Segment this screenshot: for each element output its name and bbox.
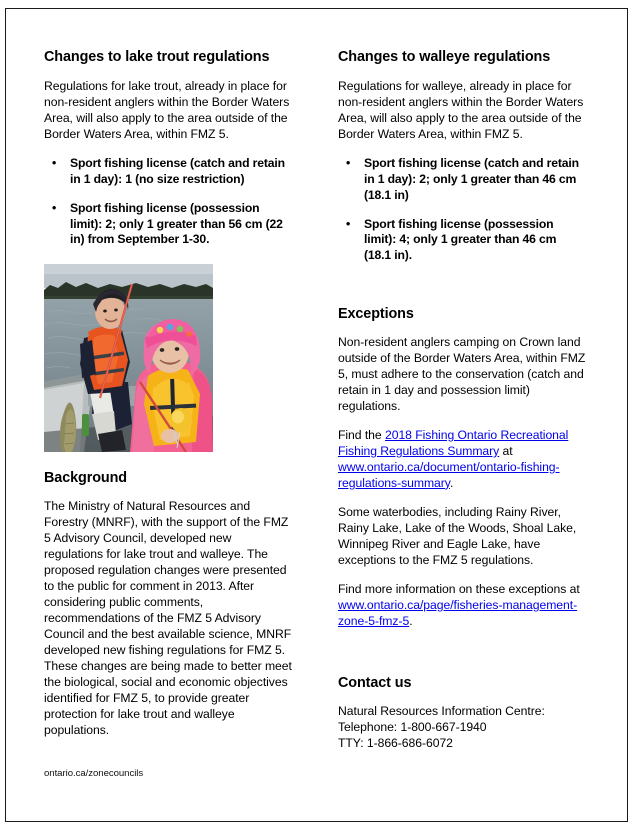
find-the-middle: at	[499, 443, 513, 458]
children-fishing-photo	[44, 264, 213, 452]
contact-tty: TTY: 1-866-686-6072	[338, 735, 453, 750]
list-item-label: Sport fishing license (possession limit): 4; only 1 greater than 46 cm (18.1 in).	[364, 216, 557, 263]
bullet-icon: •	[346, 216, 351, 231]
background-paragraph: The Ministry of Natural Resources and Forestry (MNRF), with the support of the FMZ 5 Advisory Council, developed new regulations for lake trout and walleye. The proposed regulation changes were presented to the public for comment in 2013. After considering public comments, recommendations of the FMZ 5 Advisory Council and the best available science, MNRF developed new fishing regulations for FMZ 5. These changes are being made to better meet the biological, social and economic objectives identified for FMZ 5, to provide greater protection for lake trout and walleye populations.	[44, 499, 292, 737]
page-content	[6, 9, 627, 821]
find-the-suffix: .	[449, 475, 454, 490]
walleye-heading: Changes to walleye regulations	[338, 49, 551, 65]
fmz5-page-link[interactable]: www.ontario.ca/page/fisheries-management-zone-5-fmz-5	[338, 597, 578, 628]
find-the-prefix: Find the	[338, 427, 385, 442]
list-item-label: Sport fishing license (catch and retain in 1 day): 2; only 1 greater than 46 cm (18.1 in)	[364, 155, 579, 202]
bullet-icon: •	[52, 155, 57, 170]
document-page	[5, 8, 628, 822]
exceptions-paragraph-two: Some waterbodies, including Rainy River, Rainy Lake, Lake of the Woods, Shoal Lake, Winnipeg River and Eagle Lake, have exceptions to the FMZ 5 regulations.	[338, 504, 577, 567]
photo-container	[44, 264, 292, 452]
list-item	[338, 217, 586, 265]
list-item	[44, 201, 292, 249]
bullet-icon: •	[346, 155, 351, 170]
section-spacer	[338, 274, 586, 306]
bullet-icon: •	[52, 200, 57, 215]
summary-link-paragraph	[338, 428, 586, 492]
more-info-paragraph	[338, 582, 586, 630]
more-info-suffix: .	[409, 613, 413, 628]
list-item-label: Sport fishing license (catch and retain in 1 day): 1 (no size restriction)	[70, 155, 285, 186]
contact-spacer	[338, 643, 586, 675]
exceptions-heading: Exceptions	[338, 306, 414, 323]
more-info-prefix: Find more information on these exceptions at	[338, 581, 580, 596]
contact-us-heading: Contact us	[338, 674, 412, 691]
two-column-layout	[44, 49, 597, 752]
list-item-label: Sport fishing license (possession limit): 2; only 1 greater than 56 cm (22 in) from September 1-30.	[70, 200, 283, 247]
list-item	[338, 156, 586, 204]
regulations-summary-url-link[interactable]: www.ontario.ca/document/ontario-fishing-regulations-summary	[338, 459, 560, 490]
regulations-summary-link[interactable]: 2018 Fishing Ontario Recreational Fishing Regulations Summary	[338, 427, 569, 458]
walleye-regulation-list	[338, 156, 586, 264]
contact-details	[338, 704, 586, 752]
lake-trout-heading: Changes to lake trout regulations	[44, 49, 270, 65]
footer-url: ontario.ca/zonecouncils	[44, 768, 144, 779]
background-heading: Background	[44, 470, 127, 487]
left-column	[44, 49, 292, 739]
exceptions-paragraph-one: Non-resident anglers camping on Crown land outside of the Border Waters Area, within FMZ 5, must adhere to the conservation (catch and retain in 1 day and possession limit) regulations.	[338, 335, 586, 413]
lake-trout-intro-paragraph: Regulations for lake trout, already in place for non-resident anglers within the Border Waters Area, will also apply to the area outside of the Border Waters Area, within FMZ 5.	[44, 78, 290, 141]
contact-organization: Natural Resources Information Centre:	[338, 703, 545, 718]
lake-trout-regulation-list	[44, 156, 292, 248]
list-item	[44, 156, 292, 188]
walleye-intro-paragraph: Regulations for walleye, already in place for non-resident anglers within the Border Waters Area, will also apply to the area outside of the Border Waters Area, within FMZ 5.	[338, 78, 584, 141]
right-column	[338, 49, 586, 752]
contact-telephone: Telephone: 1-800-667-1940	[338, 719, 487, 734]
